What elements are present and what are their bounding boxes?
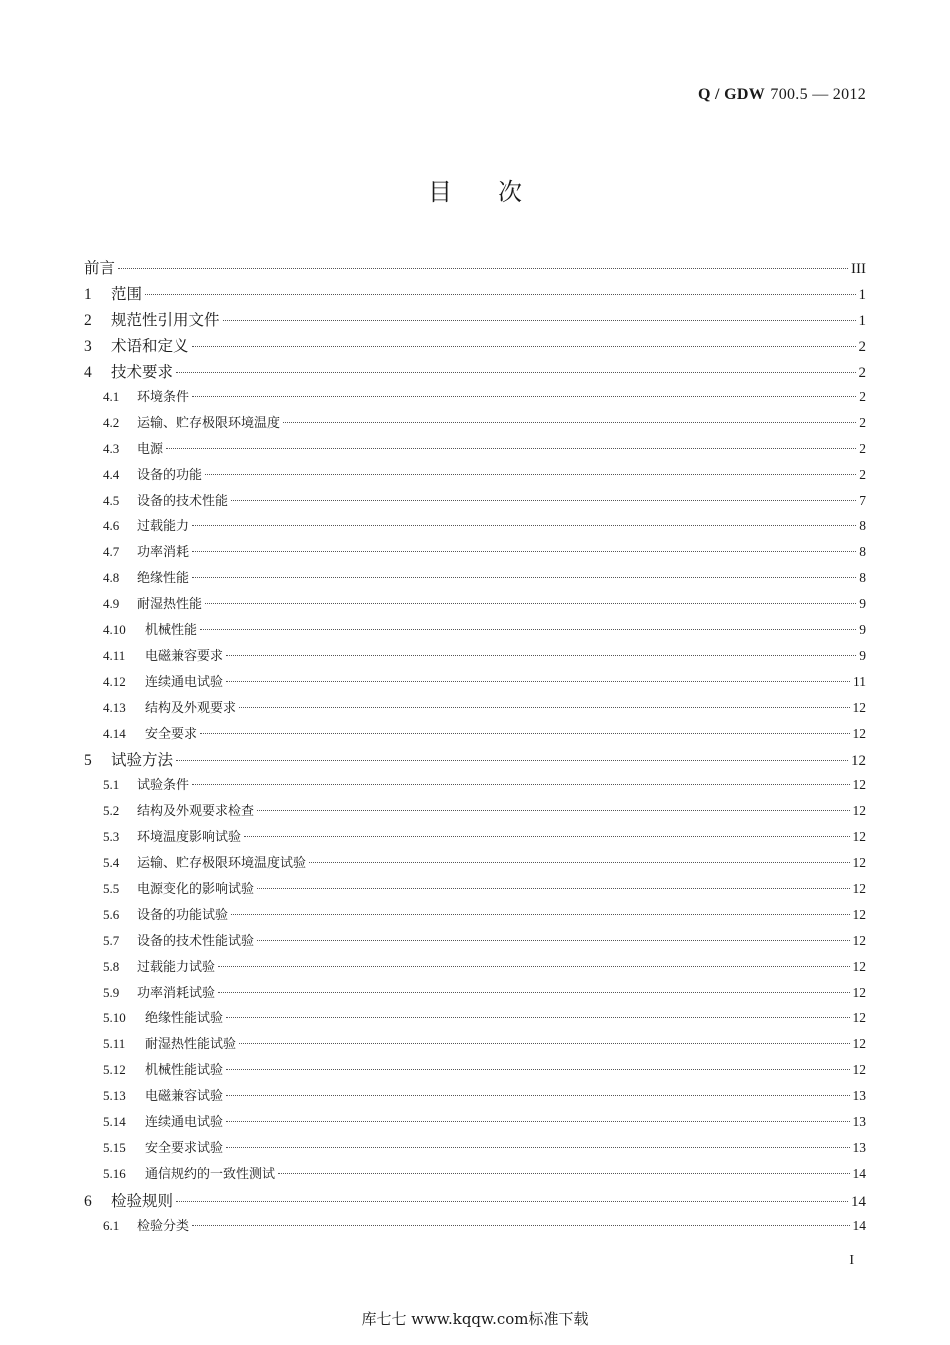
toc-entry-title: 设备的技术性能试验 <box>137 933 255 949</box>
toc-leader-dots <box>145 294 855 295</box>
toc-entry-number: 5.7 <box>103 932 120 948</box>
toc-entry-title: 范围 <box>111 285 143 303</box>
toc-entry-page: 12 <box>851 753 866 770</box>
toc-entry[interactable] <box>84 878 866 904</box>
toc-entry-number: 4.5 <box>103 492 120 508</box>
toc-leader-dots <box>226 1017 849 1018</box>
toc-entry-number: 6.1 <box>103 1217 120 1233</box>
toc-entry[interactable] <box>84 671 866 697</box>
toc-leader-dots <box>226 681 850 682</box>
toc-entry[interactable] <box>84 360 866 386</box>
toc-entry-title: 耐湿热性能试验 <box>145 1037 237 1053</box>
toc-entry-title: 连续通电试验 <box>145 674 224 690</box>
toc-leader-dots <box>226 1121 849 1122</box>
toc-entry-number: 5.3 <box>103 829 120 845</box>
toc-entry-number: 5.8 <box>103 958 120 974</box>
toc-entry-title: 电源变化的影响试验 <box>137 882 255 898</box>
toc-entry-title: 电源 <box>137 441 164 457</box>
toc-leader-dots <box>192 525 856 526</box>
toc-entry[interactable] <box>84 567 866 593</box>
toc-entry-number: 4.14 <box>103 725 126 741</box>
toc-entry-number: 4.9 <box>103 596 120 612</box>
toc-entry-number: 4.3 <box>103 440 120 456</box>
toc-leader-dots <box>257 888 849 889</box>
toc-entry-title: 运输、贮存极限环境温度试验 <box>137 856 307 872</box>
toc-entry-number: 4.12 <box>103 673 126 689</box>
toc-entry-page: 11 <box>853 673 866 689</box>
toc-entry-title: 前言 <box>84 259 116 277</box>
toc-entry-page: 12 <box>852 958 866 974</box>
toc-entry-page: 2 <box>859 414 866 430</box>
toc-entry[interactable] <box>84 956 866 982</box>
toc-entry-title: 通信规约的一致性测试 <box>145 1166 276 1182</box>
toc-leader-dots <box>239 707 849 708</box>
toc-entry-page: 13 <box>852 1114 866 1130</box>
toc-entry[interactable] <box>84 386 866 412</box>
toc-leader-dots <box>176 1201 848 1202</box>
toc-entry-title: 结构及外观要求 <box>145 700 237 716</box>
toc-leader-dots <box>239 1043 849 1044</box>
toc-entry-title: 规范性引用文件 <box>111 311 220 329</box>
toc-entry[interactable] <box>84 1163 866 1189</box>
toc-entry-title: 结构及外观要求检查 <box>137 804 255 820</box>
toc-entry-page: 12 <box>852 1010 866 1026</box>
toc-entry-number: 4.6 <box>103 518 120 534</box>
toc-entry-page: 14 <box>852 1217 866 1233</box>
toc-entry[interactable] <box>84 1137 866 1163</box>
toc-leader-dots <box>192 577 856 578</box>
toc-entry-page: 12 <box>852 881 866 897</box>
toc-leader-dots <box>231 500 856 501</box>
toc-entry-page: 1 <box>858 287 866 303</box>
toc-leader-dots <box>192 551 856 552</box>
document-code <box>698 84 866 104</box>
toc-entry-number: 5.12 <box>103 1062 126 1078</box>
toc-entry[interactable] <box>84 852 866 878</box>
toc-entry[interactable] <box>84 645 866 671</box>
toc-entry[interactable] <box>84 1085 866 1111</box>
toc-entry-number: 5.14 <box>103 1114 126 1130</box>
toc-entry-page: 1 <box>858 313 866 329</box>
toc-entry-page: 9 <box>859 622 866 638</box>
toc-entry[interactable] <box>84 464 866 490</box>
toc-entry[interactable] <box>84 256 866 282</box>
toc-entry-page: 9 <box>859 596 866 612</box>
toc-entry-title: 设备的功能 <box>137 467 203 483</box>
toc-leader-dots <box>226 1069 849 1070</box>
toc-entry[interactable] <box>84 1059 866 1085</box>
toc-entry-title: 过载能力 <box>137 519 190 535</box>
toc-leader-dots <box>278 1173 849 1174</box>
toc-leader-dots <box>257 810 849 811</box>
toc-entry-number: 5.2 <box>103 803 120 819</box>
toc-entry-title: 功率消耗 <box>137 545 190 561</box>
toc-entry-number: 5.1 <box>103 777 120 793</box>
toc-entry-page: 12 <box>852 725 866 741</box>
toc-entry[interactable] <box>84 748 866 774</box>
toc-entry-page: 12 <box>852 984 866 1000</box>
toc-leader-dots <box>218 992 849 993</box>
toc-leader-dots <box>200 629 856 630</box>
toc-entry-title: 设备的功能试验 <box>137 907 229 923</box>
toc-entry-page: 12 <box>852 855 866 871</box>
toc-leader-dots <box>192 784 849 785</box>
toc-entry-title: 电磁兼容要求 <box>145 648 224 664</box>
toc-entry-title: 环境温度影响试验 <box>137 830 242 846</box>
toc-entry-page: 2 <box>859 440 866 456</box>
page-number: I <box>849 1253 854 1268</box>
toc-leader-dots <box>192 346 856 347</box>
toc-entry-page: 12 <box>852 829 866 845</box>
toc-entry-number: 4.1 <box>103 389 120 404</box>
toc-leader-dots <box>223 320 856 321</box>
toc-entry[interactable] <box>84 490 866 516</box>
toc-entry-number: 1 <box>84 286 92 303</box>
toc-leader-dots <box>283 422 856 423</box>
toc-entry-page: 9 <box>859 647 866 663</box>
toc-entry-title: 功率消耗试验 <box>137 985 216 1001</box>
toc-leader-dots <box>231 914 849 915</box>
toc-entry[interactable] <box>84 1111 866 1137</box>
toc-entry[interactable] <box>84 282 866 308</box>
toc-entry[interactable] <box>84 412 866 438</box>
toc-entry-page: 8 <box>859 544 866 560</box>
toc-entry-page: 12 <box>852 699 866 715</box>
toc-leader-dots <box>192 1225 849 1226</box>
toc-entry-page: 13 <box>852 1139 866 1155</box>
toc-entry[interactable] <box>84 1033 866 1059</box>
toc-entry-page: 2 <box>858 365 866 381</box>
toc-leader-dots <box>226 1147 849 1148</box>
toc-leader-dots <box>205 474 856 475</box>
toc-entry-title: 环境条件 <box>137 390 190 405</box>
toc-entry-title: 耐湿热性能 <box>137 597 203 613</box>
toc-entry-page: 12 <box>852 777 866 793</box>
toc-entry[interactable] <box>84 515 866 541</box>
toc-entry-title: 检验规则 <box>111 1191 174 1210</box>
toc-entry-number: 5.16 <box>103 1165 126 1181</box>
toc-entry-page: III <box>851 261 866 277</box>
toc-entry-page: 2 <box>859 389 866 404</box>
toc-entry[interactable] <box>84 1189 866 1215</box>
title-char-1: 目 <box>428 178 452 206</box>
toc-entry-page: 12 <box>852 803 866 819</box>
table-of-contents <box>84 256 866 1241</box>
toc-entry-number: 5 <box>84 752 92 770</box>
toc-leader-dots <box>218 966 849 967</box>
toc-entry-page: 14 <box>851 1193 866 1210</box>
toc-entry[interactable] <box>84 619 866 645</box>
toc-entry-page: 14 <box>852 1165 866 1181</box>
toc-entry-number: 5.11 <box>103 1036 126 1052</box>
toc-entry-page: 12 <box>852 906 866 922</box>
toc-entry-number: 4 <box>84 364 92 381</box>
toc-entry-title: 技术要求 <box>111 363 174 381</box>
toc-leader-dots <box>226 655 856 656</box>
toc-leader-dots <box>257 940 849 941</box>
toc-entry-number: 5.4 <box>103 855 120 871</box>
toc-entry[interactable] <box>84 800 866 826</box>
toc-entry[interactable] <box>84 593 866 619</box>
toc-entry[interactable] <box>84 774 866 800</box>
toc-entry[interactable] <box>84 982 866 1008</box>
toc-entry-page: 12 <box>852 1062 866 1078</box>
toc-entry-number: 5.5 <box>103 881 120 897</box>
toc-leader-dots <box>192 396 856 397</box>
toc-entry[interactable] <box>84 930 866 956</box>
toc-entry[interactable] <box>84 697 866 723</box>
toc-entry-page: 8 <box>859 518 866 534</box>
toc-leader-dots <box>226 1095 849 1096</box>
toc-entry-number: 5.9 <box>103 984 120 1000</box>
toc-entry-title: 机械性能 <box>145 623 198 639</box>
toc-entry-number: 4.2 <box>103 414 120 430</box>
toc-entry-title: 试验方法 <box>111 751 174 770</box>
page-title <box>0 172 950 207</box>
footer-watermark: 库七七 www.kqqw.com标准下载 <box>361 1310 589 1328</box>
toc-leader-dots <box>176 372 855 373</box>
standard-prefix: Q / GDW <box>698 86 765 103</box>
toc-entry-title: 设备的技术性能 <box>137 493 229 509</box>
toc-entry-title: 绝缘性能试验 <box>145 1011 224 1027</box>
toc-entry-number: 3 <box>84 338 92 355</box>
toc-entry[interactable] <box>84 1215 866 1241</box>
toc-entry-title: 机械性能试验 <box>145 1063 224 1079</box>
toc-entry-number: 4.4 <box>103 466 120 482</box>
toc-entry-number: 4.11 <box>103 647 126 663</box>
toc-entry-number: 5.6 <box>103 906 120 922</box>
toc-entry[interactable] <box>84 1007 866 1033</box>
toc-entry-page: 13 <box>852 1088 866 1104</box>
standard-number: 700.5 — 2012 <box>770 86 866 103</box>
toc-leader-dots <box>244 836 849 837</box>
toc-entry[interactable] <box>84 904 866 930</box>
toc-entry-page: 2 <box>858 339 866 355</box>
toc-leader-dots <box>118 268 848 269</box>
toc-entry-number: 4.13 <box>103 699 126 715</box>
toc-entry-number: 6 <box>84 1192 92 1210</box>
toc-entry[interactable] <box>84 723 866 749</box>
toc-entry-page: 2 <box>859 466 866 482</box>
toc-entry-title: 试验条件 <box>137 778 190 794</box>
toc-entry[interactable] <box>84 308 866 334</box>
toc-entry-title: 绝缘性能 <box>137 571 190 587</box>
toc-entry[interactable] <box>84 541 866 567</box>
toc-entry-number: 4.10 <box>103 622 126 638</box>
toc-leader-dots <box>200 733 849 734</box>
toc-entry-number: 4.7 <box>103 544 120 560</box>
toc-entry-title: 检验分类 <box>137 1218 190 1234</box>
toc-entry-title: 安全要求 <box>145 726 198 742</box>
toc-entry-title: 过载能力试验 <box>137 959 216 975</box>
toc-entry-page: 12 <box>852 1036 866 1052</box>
toc-entry-title: 电磁兼容试验 <box>145 1089 224 1105</box>
toc-leader-dots <box>166 448 856 449</box>
toc-entry[interactable] <box>84 438 866 464</box>
toc-entry-title: 安全要求试验 <box>145 1140 224 1156</box>
toc-entry-title: 连续通电试验 <box>145 1115 224 1131</box>
toc-entry-page: 7 <box>859 492 866 508</box>
toc-leader-dots <box>205 603 856 604</box>
toc-entry-page: 12 <box>852 932 866 948</box>
toc-entry-title: 术语和定义 <box>111 337 189 355</box>
toc-leader-dots <box>176 760 848 761</box>
toc-entry-number: 5.15 <box>103 1139 126 1155</box>
toc-entry-number: 2 <box>84 312 92 329</box>
toc-entry-number: 4.8 <box>103 570 120 586</box>
toc-entry-page: 8 <box>859 570 866 586</box>
toc-entry-title: 运输、贮存极限环境温度 <box>137 415 281 431</box>
toc-entry[interactable] <box>84 334 866 360</box>
toc-entry-number: 5.10 <box>103 1010 126 1026</box>
toc-leader-dots <box>309 862 849 863</box>
toc-entry-number: 5.13 <box>103 1088 126 1104</box>
title-char-2: 次 <box>498 178 522 206</box>
toc-entry[interactable] <box>84 826 866 852</box>
